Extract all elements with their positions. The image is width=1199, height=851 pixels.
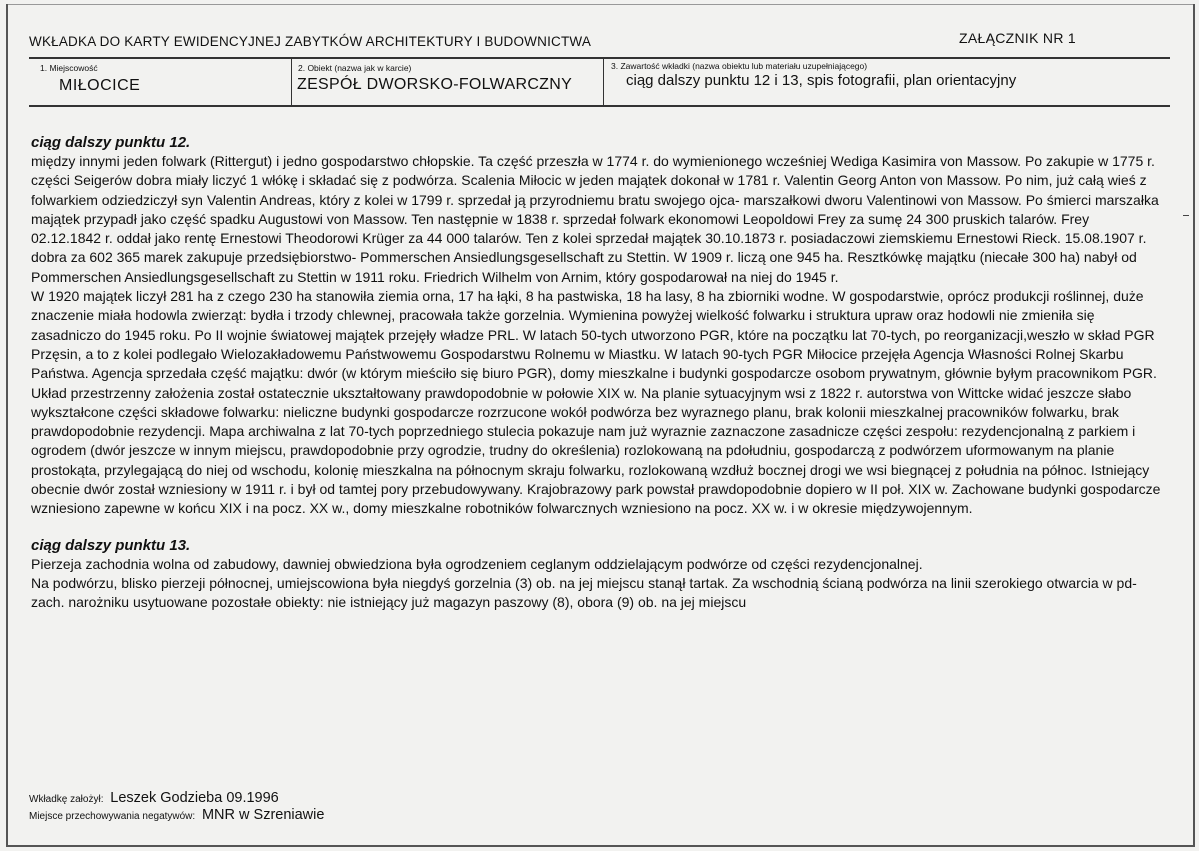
section-heading: ciąg dalszy punktu 12. bbox=[31, 134, 191, 151]
paragraph: Pierzeja zachodnia wolna od zabudowy, dawniej obwiedziona była ogrodzeniem ceglanym oddzielającym podwórze od części rezydencjonalnej. bbox=[31, 555, 923, 572]
section-point-12 bbox=[31, 133, 1161, 519]
storage-value: MNR w Szreniawie bbox=[201, 807, 325, 823]
form-title: WKŁADKA DO KARTY EWIDENCYJNEJ ZABYTKÓW ARCHITEKTURY I BUDOWNICTWA bbox=[29, 34, 592, 49]
paragraph: Układ przestrzenny założenia został ostatecznie ukształtowany prawdopodobnie w połowie XIX w. Na planie sytuacyjnym wsi z 1822 r. autorstwa von Wittcke widać jeszcze słabo wykształcone części składowe folwarku: nieliczne budynki gospodarcze rozrzucone wokół podwórza bez wyraznego planu, brak kolonii mieszkalnej pracowników folwarku, brak prawdopodobnie rezydencji. Mapa archiwalna z lat 70-tych poprzedniego stulecia pokazuje nam już wyraznie zaznaczone zasadnicze części zespołu: rezydencjonalną z parkiem i ogrodem (dwór jeszcze w innym miejscu, prawdopodobnie przy ogrodzie, trudny do określenia) rozlokowaną na pdołudniu, gospodarczą z podwórzem uformowanym na planie prostokąta, przylegającą do niej od wschodu, kolonię mieszkalna na północnym skraju folwarku, rozlokowaną wzdłuż bocznej drogi we wsi biegnącej z południa na północ. Istniejący obecnie dwór został wzniesiony w 1911 r. i był od tamtej pory przebudowywany. Krajobrazowy park powstał prawdopodobnie dopiero w II poł. XIX w. Zachowane budynki gospodarcze wzniesiono zapewne w końcu XIX i na pocz. XX w., domy mieszkalne robotników folwarcznych wzniesiono na pocz. XX w. i w okresie międzywojennym. bbox=[31, 384, 1161, 517]
founder-value: Leszek Godzieba 09.1996 bbox=[110, 790, 279, 806]
footer-founder bbox=[29, 790, 279, 806]
attachment-number: ZAŁĄCZNIK NR 1 bbox=[959, 30, 1076, 46]
document-body bbox=[31, 133, 1161, 613]
founder-label: Wkładkę założył: bbox=[29, 794, 104, 805]
paragraph: Na podwórzu, blisko pierzeji północnej, umiejscowiona była niegdyś gorzelnia (3) ob. na jej miejscu stanął tartak. Za wschodnią ścianą podwórza na linii szerokiego otwarcia w pd-zach. narożniku usytuowane pozostałe obiekty: nie istniejący już magazyn paszowy (8), obora (9) ob. na jej miejscu bbox=[31, 574, 1137, 611]
field-contents-label: 3. Zawartość wkładki (nazwa obiektu lub materiału uzupełniającego) bbox=[611, 61, 868, 71]
edge-mark bbox=[1183, 215, 1189, 216]
field-locality-value: MIŁOCICE bbox=[59, 77, 141, 94]
field-object-value: ZESPÓŁ DWORSKO-FOLWARCZNY bbox=[297, 76, 573, 93]
storage-label: Miejsce przechowywania negatywów: bbox=[29, 811, 196, 822]
section-point-13 bbox=[31, 536, 1161, 613]
field-locality-label: 1. Miejscowość bbox=[40, 63, 98, 73]
field-locality bbox=[29, 59, 291, 105]
field-contents-value: ciąg dalszy punktu 12 i 13, spis fotografii, plan orientacyjny bbox=[626, 72, 1017, 89]
paragraph: między innymi jeden folwark (Rittergut) i jedno gospodarstwo chłopskie. Ta część przeszła w 1774 r. do wymienionego wcześniej Wediga Kasimira von Massow. Po zakupie w 1775 r. części Seigerów dobra miały liczyć 1 włókę i składać się z podwórza. Scalenia Miłocic w jeden majątek dokonał w 1781 r. Valentin Georg Anton von Massow. Po nim, już całą wieś z folwarkiem odziedziczył syn Valentin Andreas, który z kolei w 1799 r. sprzedał ją przyrodniemu bratu swojego ojca- marszałkowi dworu Valentinowi von Massow. Po śmierci marszałka majątek przypadł jako część spadku Augustowi von Massow. Ten następnie w 1838 r. sprzedał folwark ekonomowi Leopoldowi Frey za sumę 24 300 pruskich talarów. Frey 02.12.1842 r. oddał jako rentę Ernestowi Theodorowi Krüger za 44 000 talarów. Ten z kolei sprzedał majątek 30.10.1873 r. posiadaczowi ziemskiemu Ernestowi Rieck. 15.08.1907 r. dobra za 602 365 marek zakupuje przedsiębiorstwo- Pommerschen Ansiedlungsgesellschaft zu Stettin. W 1909 r. liczą one 945 ha. Resztkówkę majątku (niecałe 300 ha) nabył od Pommerschen Ansiedlungsgesellschaft zu Stettin w 1911 roku. Friedrich Wilhelm von Arnim, który gospodarował na niej do 1945 r. bbox=[31, 153, 1159, 285]
field-object bbox=[291, 59, 603, 105]
field-contents bbox=[603, 59, 1170, 105]
field-object-label: 2. Obiekt (nazwa jak w karcie) bbox=[298, 63, 412, 73]
paragraph: W 1920 majątek liczył 281 ha z czego 230 ha stanowiła ziemia orna, 17 ha łąki, 8 ha pastwiska, 18 ha lasy, 8 ha zbiorniki wodne. W gospodarstwie, oprócz produkcji roślinnej, duże znaczenie miała hodowla zwierząt: bydła i trzody chlewnej, pracowała także gorzelnia. Wymienina powyżej wielkość folwarku i struktura upraw oraz hodowli nie zmieniła się zasadniczo do 1945 roku. Po II wojnie światowej majątek przejęły władze PRL. W latach 50-tych utworzono PGR, które na początku lat 70-tych, po reorganizacji,weszło w skład PGR Przęsin, a to z kolei podlegało Wielozakładowemu Państwowemu Gospodarstwu Rolnemu w Miastku. W latach 90-tych PGR Miłocice przejęła Agencja Własności Rolnej Skarbu Państwa. Agencja sprzedała część majątku: dwór (w którym mieściło się biuro PGR), domy mieszkalne i budynki gospodarcze osobom prywatnym, głównie byłym pracownikom PGR. bbox=[31, 288, 1157, 382]
footer-storage bbox=[29, 807, 324, 823]
header-fields bbox=[29, 57, 1170, 107]
section-heading: ciąg dalszy punktu 13. bbox=[31, 536, 191, 554]
